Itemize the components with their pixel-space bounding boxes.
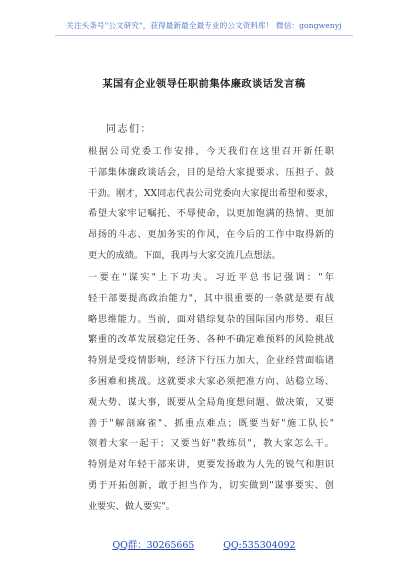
paragraph-line: 特别是受疫情影响，经济下行压力加大，企业经营面临诸 xyxy=(88,355,334,367)
header-divider xyxy=(55,35,353,36)
paragraph-line: 昂扬的斗志、更加务实的作风，在今后的工作中取得新的 xyxy=(88,229,334,241)
paragraph-line: 一要在"谋实"上下功夫。习近平总书记强调："年 xyxy=(88,272,334,283)
document-title: 某国有企业领导任职前集体廉政谈话发言稿 xyxy=(102,78,306,90)
paragraph-line: 轻干部要提高政治能力"，其中很重要的一条就是要有战 xyxy=(88,292,334,304)
paragraph-line: 业要实、做人要实"。 xyxy=(88,500,175,512)
paragraph-line: 繁重的改革发展稳定任务、各种不确定难预料的风险挑战 xyxy=(88,334,334,346)
paragraph-line: 领着大家一起干；又要当好"教练员"，教大家怎么干。 xyxy=(88,438,334,450)
paragraph-line: 希望大家牢记嘱托、不辱使命，以更加饱满的热情、更加 xyxy=(88,208,334,220)
paragraph-line: 勇于开拓创新，敢于担当作为，切实做到"谋事要实、创 xyxy=(88,479,334,491)
paragraph-line: 更大的成绩。下面，我再与大家交流几点想法。 xyxy=(88,249,281,261)
footer-contact xyxy=(0,537,408,551)
paragraph-line: 善于"解剖麻雀"、抓重点难点；既要当好"施工队长" xyxy=(88,417,334,429)
salutation: 同志们： xyxy=(106,124,152,135)
paragraph-line: 根据公司党委工作安排，今天我们在这里召开新任职 xyxy=(88,146,334,157)
qq-contact-link[interactable]: QQ:535304092 xyxy=(223,540,296,551)
paragraph-line: 干劲。刚才，XX同志代表公司党委向大家提出希望和要求， xyxy=(88,187,334,199)
header-note: 关注头条号"公文研究"，获得最新最全最专业的公文资料库！ 微信：gongwenyj xyxy=(66,21,342,30)
paragraph-line: 多困难和挑战。这就要求大家必须把准方向、站稳立场、 xyxy=(88,375,334,387)
paragraph-line: 特别是对年轻干部来讲，更要发扬敢为人先的锐气和胆识 xyxy=(88,459,334,471)
paragraph-line: 干部集体廉政谈话会，目的是给大家提要求、压担子、鼓 xyxy=(88,166,334,178)
qq-group-link[interactable]: QQ群：30265665 xyxy=(112,540,195,551)
paragraph-line: 观大势、谋大事，既要从全局角度想问题、做决策，又要 xyxy=(88,396,334,408)
paragraph-line: 略思维能力。当前，面对错综复杂的国际国内形势、艰巨 xyxy=(88,313,334,325)
paragraph-2 xyxy=(88,268,334,518)
paragraph-1 xyxy=(88,142,334,267)
